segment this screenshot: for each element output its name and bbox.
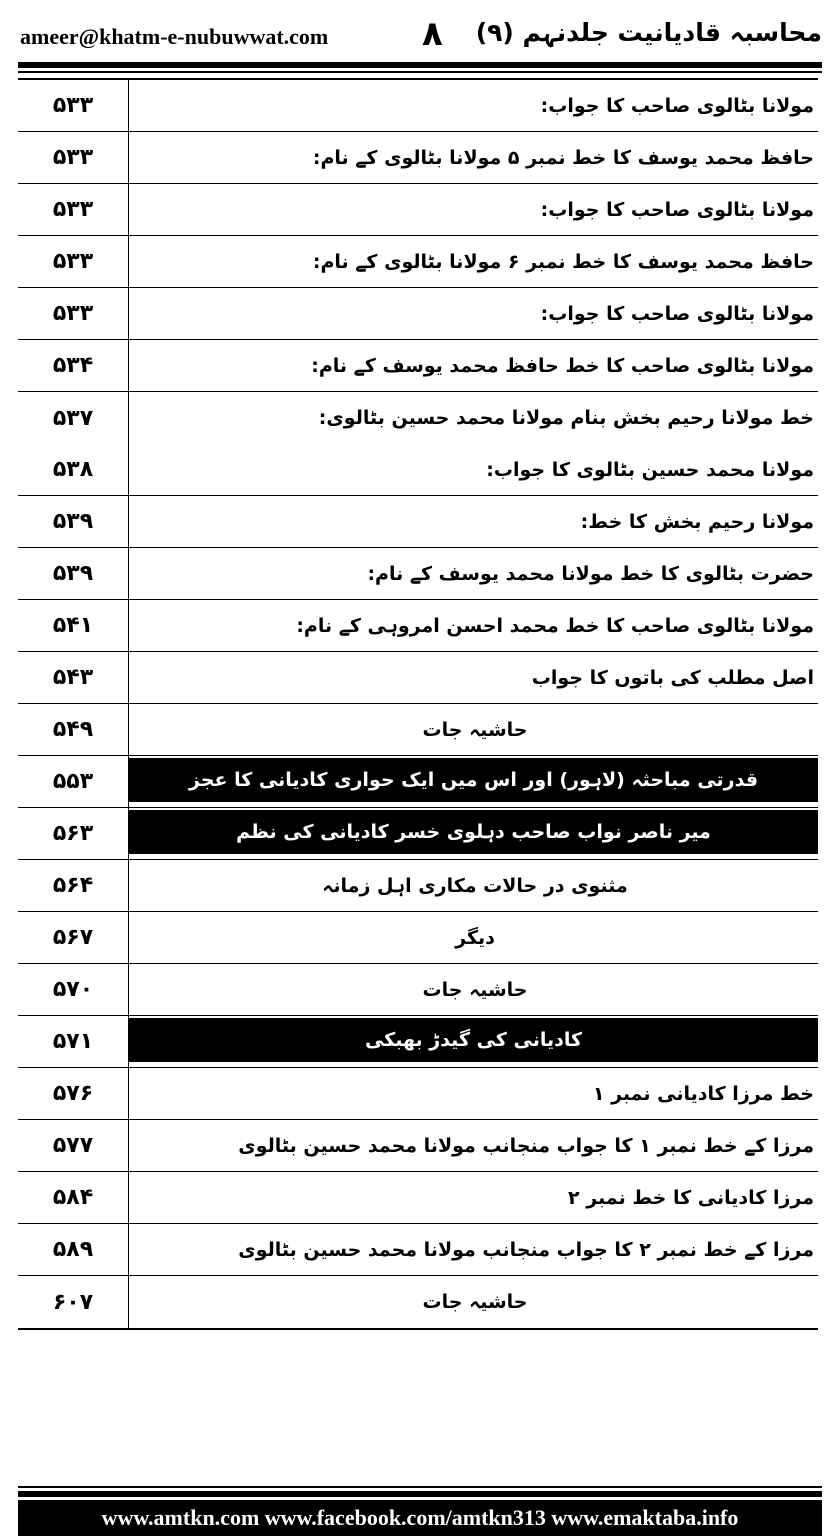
toc-row	[18, 1120, 818, 1172]
toc-entry-title: مولانا محمد حسین بٹالوی کا جواب:	[486, 458, 814, 481]
toc-entry-title: حافظ محمد یوسف کا خط نمبر ۶ مولانا بٹالوی کے نام:	[312, 250, 814, 273]
book-title: محاسبہ قادیانیت جلدنہم (۹)	[475, 18, 822, 47]
table-of-contents	[18, 78, 818, 1330]
toc-row	[18, 756, 818, 808]
toc-page-number: ۵۳۳	[52, 249, 94, 274]
toc-row	[18, 1224, 818, 1276]
footer-links-bar	[18, 1500, 822, 1536]
toc-entry-title: مولانا رحیم بخش کا خط:	[580, 510, 814, 533]
toc-row	[18, 236, 818, 288]
toc-entry-title: حافظ محمد یوسف کا خط نمبر ۵ مولانا بٹالوی کے نام:	[312, 146, 814, 169]
toc-page-number: ۵۴۹	[52, 717, 94, 742]
toc-page-number: ۶۰۷	[52, 1289, 94, 1315]
toc-page-number: ۵۳۳	[52, 197, 94, 222]
toc-entry-title: خط مولانا رحیم بخش بنام مولانا محمد حسین بٹالوی:	[318, 407, 814, 429]
header-email: ameer@khatm-e-nubuwwat.com	[20, 24, 329, 49]
toc-row	[18, 808, 818, 860]
toc-entry-title: مولانا بٹالوی صاحب کا جواب:	[540, 198, 814, 221]
toc-section-title: حاشیہ جات	[422, 718, 528, 741]
page-number: ۸	[422, 14, 443, 54]
toc-page-number: ۵۳۳	[52, 145, 94, 170]
toc-page-number: ۵۷۰	[52, 977, 94, 1002]
toc-row	[18, 1068, 818, 1120]
footer-rule-thin	[18, 1486, 822, 1488]
footer-rule-thick	[18, 1491, 822, 1497]
toc-page-number: ۵۷۶	[52, 1081, 94, 1106]
toc-page-number: ۵۶۳	[52, 821, 94, 846]
toc-row	[18, 548, 818, 600]
toc-page-number: ۵۳۳	[52, 93, 94, 118]
toc-row	[18, 132, 818, 184]
toc-entry-title: حضرت بٹالوی کا خط مولانا محمد یوسف کے نام:	[367, 562, 814, 585]
toc-row	[18, 1016, 818, 1068]
toc-section-title: دیگر	[455, 926, 495, 949]
toc-entry-title: مرزا کادیانی کا خط نمبر ۲	[568, 1186, 814, 1209]
toc-section-title: حاشیہ جات	[422, 978, 528, 1001]
toc-page-number: ۵۳۴	[52, 353, 94, 378]
toc-row	[18, 444, 818, 496]
toc-entry-title: مرزا کے خط نمبر ۲ کا جواب منجانب مولانا محمد حسین بٹالوی	[238, 1238, 814, 1261]
toc-entry-title: مرزا کے خط نمبر ۱ کا جواب منجانب مولانا محمد حسین بٹالوی	[238, 1134, 814, 1157]
toc-page-number: ۵۳۳	[52, 301, 94, 326]
toc-entry-title: اصل مطلب کی باتوں کا جواب	[531, 666, 814, 689]
toc-entry-title: مولانا بٹالوی صاحب کا خط محمد احسن امروہی کے نام:	[296, 614, 814, 637]
toc-row	[18, 392, 818, 444]
toc-page-number: ۵۳۹	[52, 509, 94, 534]
header-rule-thick	[18, 62, 822, 68]
toc-page-number: ۵۷۱	[52, 1029, 94, 1054]
toc-page-number: ۵۷۷	[52, 1133, 94, 1158]
toc-entry-title: مولانا بٹالوی صاحب کا جواب:	[540, 94, 814, 117]
toc-page-number: ۵۳۷	[52, 405, 94, 431]
toc-entry-title: مولانا بٹالوی صاحب کا خط حافظ محمد یوسف کے نام:	[311, 354, 814, 377]
toc-page-number: ۵۴۳	[52, 665, 94, 690]
toc-page-number: ۵۶۷	[52, 925, 94, 950]
header-rule-thin	[18, 71, 822, 73]
toc-chapter-heading: قدرتی مباحثہ (لاہور) اور اس میں ایک حواری کادیانی کا عجز	[129, 758, 818, 802]
toc-row	[18, 1276, 818, 1328]
toc-row	[18, 860, 818, 912]
toc-page-number: ۵۵۳	[52, 769, 94, 794]
toc-section-title: مثنوی در حالات مکاری اہل زمانہ	[322, 874, 628, 897]
toc-row	[18, 964, 818, 1016]
footer-links: www.amtkn.com www.facebook.com/amtkn313 www.emaktaba.info	[101, 1505, 739, 1530]
toc-page-number: ۵۳۸	[52, 457, 94, 482]
toc-row	[18, 1172, 818, 1224]
toc-row	[18, 704, 818, 756]
toc-page-number: ۵۴۱	[52, 613, 94, 638]
toc-chapter-heading: میر ناصر نواب صاحب دہلوی خسر کادیانی کی نظم	[129, 810, 818, 854]
toc-row	[18, 652, 818, 704]
toc-entry-title: مولانا بٹالوی صاحب کا جواب:	[540, 302, 814, 325]
toc-entry-title: خط مرزا کادیانی نمبر ۱	[592, 1082, 814, 1105]
page-header	[18, 14, 822, 60]
toc-chapter-heading: کادیانی کی گیدڑ بھبکی	[129, 1018, 818, 1062]
toc-row	[18, 80, 818, 132]
toc-row	[18, 496, 818, 548]
toc-row	[18, 600, 818, 652]
toc-section-title: حاشیہ جات	[422, 1291, 528, 1313]
toc-row	[18, 288, 818, 340]
toc-row	[18, 184, 818, 236]
toc-page-number: ۵۸۴	[52, 1185, 94, 1210]
toc-page-number: ۵۶۴	[52, 873, 94, 898]
toc-page-number: ۵۳۹	[52, 561, 94, 586]
toc-row	[18, 340, 818, 392]
toc-page-number: ۵۸۹	[52, 1237, 94, 1262]
toc-row	[18, 912, 818, 964]
